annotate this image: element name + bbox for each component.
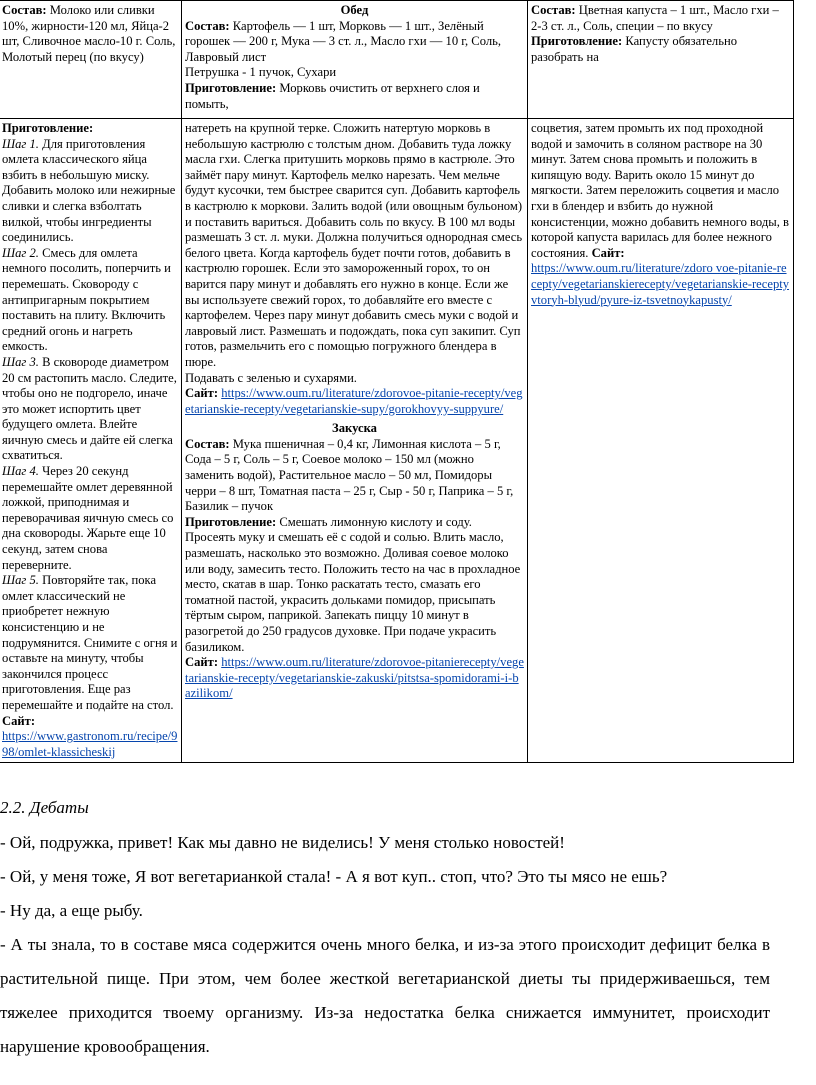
lunch-heading: Обед (340, 3, 369, 17)
recipe-link[interactable]: https://www.oum.ru/literature/zdorovoe-pitanierecepty/vegetarianskie-recepty/vegetarianskie-zakuski/pitstsa-spomidorami-i-bazilikom/ (185, 655, 524, 701)
steps-list (2, 137, 178, 714)
step-label: Шаг 4. (2, 464, 39, 479)
step-text: Через 20 секунд перемешайте омлет деревянной ложкой, приподнимая и переворачивая яичную смесь со дна сковороды. Жарьте еще 10 секунд, затем снова переверните. (2, 464, 174, 572)
site-label: Сайт: (2, 713, 36, 728)
step-label: Шаг 2. (2, 245, 39, 260)
ingredients-label: Состав: (185, 436, 230, 451)
recipe-link[interactable]: https://www.oum.ru/literature/zdorovoe-pitanie-recepty/vegetarianskie-recepty/vegetarianskie-supy/gorokhovyy-suppyure/ (185, 386, 523, 416)
preparation-label: Приготовление: (185, 514, 277, 529)
step-item (2, 464, 178, 573)
site-label: Сайт: (185, 386, 219, 401)
site-label: Сайт: (185, 655, 219, 670)
preparation-label: Приготовление: (185, 80, 277, 95)
preparation-text: натереть на крупной терке. Сложить натертую морковь в небольшую кастрюлю с толстым дном. Добавить туда ложку масла гхи. Слегка притушить морковь прямо в кастрюле. Это займёт пару минут. Картофель мелко нарезать. Чем мельче будут кусочки, тем быстрее сварится суп. Добавить картофель в кастрюлю к моркови. Залить водой (или овощным бульоном) и поставить вариться. Добавить соль по вкусу. В 100 мл воды размешать 3 ст. л. муки. Должна получиться однородная смесь белого цвета. Когда картофель будет почти готов, добавить в кастрюлю горошек. Если это замороженный горох, то он варится пару минут и добавлять его нужно в конце. Если же вы используете свежий горох, то добавляйте его вместе с картофелем. Через пару минут добавить смесь муки с водой и лавровый лист. Размешать и подождать, пока суп закипит. Суп готов, размельчить его с помощью погружного блендера в пюре. (185, 121, 523, 369)
step-text: В сковороде диаметром 20 см растопить масло. Следите, чтобы оно не подгорело, иначе это может испортить цвет будущего омлета. Влейте яичную смесь и дайте ей слегка схватиться. (2, 354, 177, 463)
dinner-ingredients-cell (528, 1, 794, 119)
dialogue-line: - А ты знала, то в составе мяса содержится очень много белка, и из-за этого происходит дефицит белка в растительной пище. При этом, чем более жесткой вегетарианской диеты ты придерживаешься, тем тяжелее приходится твоему организму. Из-за недостатка белка снижается иммунитет, происходит нарушение кровообращения. (0, 935, 770, 1056)
serving-text: Подавать с зеленью и сухарями. (185, 370, 357, 385)
ingredients-text: Молоко или сливки 10%, жирности-120 мл, Яйца-2 шт, Сливочное масло-10 г. Соль, Молотый перец (по вкусу) (2, 3, 176, 64)
breakfast-ingredients-cell (0, 1, 182, 119)
ingredients-label: Состав: (531, 3, 576, 17)
preparation-text: Морковь очистить от верхнего слоя и помыть, (185, 80, 480, 111)
recipe-link[interactable]: https://www.gastronom.ru/recipe/998/omlet-klassicheskij (2, 729, 178, 759)
step-item (2, 137, 178, 246)
lunch-ingredients-cell (182, 1, 528, 119)
debate-section (0, 790, 770, 1064)
ingredients-text: Мука пшеничная – 0,4 кг, Лимонная кислота – 5 г, Сода – 5 г, Соль – 5 г, Соевое молоко – 150 мл (можно заменить водой), Растительное масло – 50 мл, Помидоры черри – 8 шт, Томатная паста – 25 г, Сыр - 50 г, Паприка – 5 г, Базилик – пучок (185, 436, 514, 514)
step-text: Повторяйте так, пока омлет классический не приобретет нежную консистенцию и не подрумянится. Снимите с огня и оставьте на минуту, чтобы закончился процесс приготовления. Еще раз перемешайте и подайте на стол. (2, 573, 178, 712)
step-item (2, 246, 178, 355)
ingredients-extra: Петрушка - 1 пучок, Сухари (185, 65, 337, 80)
preparation-label: Приготовление: (531, 34, 623, 49)
preparation-label: Приготовление: (2, 121, 94, 135)
ingredients-label: Состав: (185, 18, 230, 33)
breakfast-preparation-cell (0, 119, 182, 763)
dialogue-line: - Ну да, а еще рыбу. (0, 901, 143, 920)
step-label: Шаг 3. (2, 354, 39, 369)
ingredients-label: Состав: (2, 3, 47, 17)
dinner-preparation-cell (528, 119, 794, 763)
dialogue-line: - Ой, подружка, привет! Как мы давно не виделись! У меня столько новостей! (0, 833, 565, 852)
dialogue-line: - Ой, у меня тоже, Я вот вегетарианкой стала! - А я вот куп.. стоп, что? Это ты мясо не ешь? (0, 867, 668, 886)
recipe-link[interactable]: https://www.oum.ru/literature/zdoro voe-pitanie-recepty/vegetarianskierecepty/vegetarianskie-receptyvtoryh-blyud/pyure-iz-tsvetnoykapusty/ (531, 261, 790, 307)
preparation-text: Капусту обязательно разобрать на (531, 34, 737, 64)
lunch-preparation-cell (182, 119, 528, 763)
step-item (2, 355, 178, 464)
preparation-text: соцветия, затем промыть их под проходной водой и замочить в соляном растворе на 30 минут. Затем снова промыть и положить в кипящую воду. Варить около 15 минут до мягкости. Затем переложить соцветия и масло гхи в блендер и взбить до нужной консистенции, можно добавить немного воды, в которой капуста варилась для более нежного состояния. (531, 121, 789, 260)
step-item (2, 573, 178, 713)
preparation-text: Смешать лимонную кислоту и соду. Просеять муку и смешать её с содой и солью. Влить масло, размешать, насколько это возможно. Доливая соевое молоко или воду, замесить тесто. Положить тесто на час в прохладное место, скатав в шар. Тонко раскатать тесто, смазать его томатной пастой, украсить дольками помидор, присыпать тёртым сыром, паприкой. Запекать пиццу 10 минут в разогретой до 250 градусов духовке. При подаче украсить базиликом. (185, 514, 521, 654)
step-text: Смесь для омлета немного посолить, поперчить и перемешать. Сковороду с антипригарным покрытием поставить на плиту. Включить средний огонь и нагреть емкость. (2, 245, 171, 354)
step-label: Шаг 5. (2, 573, 39, 588)
table-row (0, 1, 794, 119)
step-text: Для приготовления омлета классического яйца взбить в небольшую миску. Добавить молоко или нежирные сливки и слегка взболтать вилкой, чтобы ингредиенты соединились. (2, 136, 176, 245)
site-label: Сайт: (591, 245, 625, 260)
step-label: Шаг 1. (2, 136, 39, 151)
section-heading: 2.2. Дебаты (0, 798, 89, 817)
table-row (0, 119, 794, 763)
ingredients-text: Цветная капуста – 1 шт., Масло гхи – 2-3 ст. л., Соль, специи – по вкусу (531, 3, 779, 33)
snack-heading: Закуска (332, 421, 377, 436)
ingredients-text: Картофель — 1 шт, Морковь — 1 шт., Зелёный горошек — 200 г, Мука — 3 ст. л., Масло гхи — 10 г, Соль, Лавровый лист (185, 18, 502, 64)
